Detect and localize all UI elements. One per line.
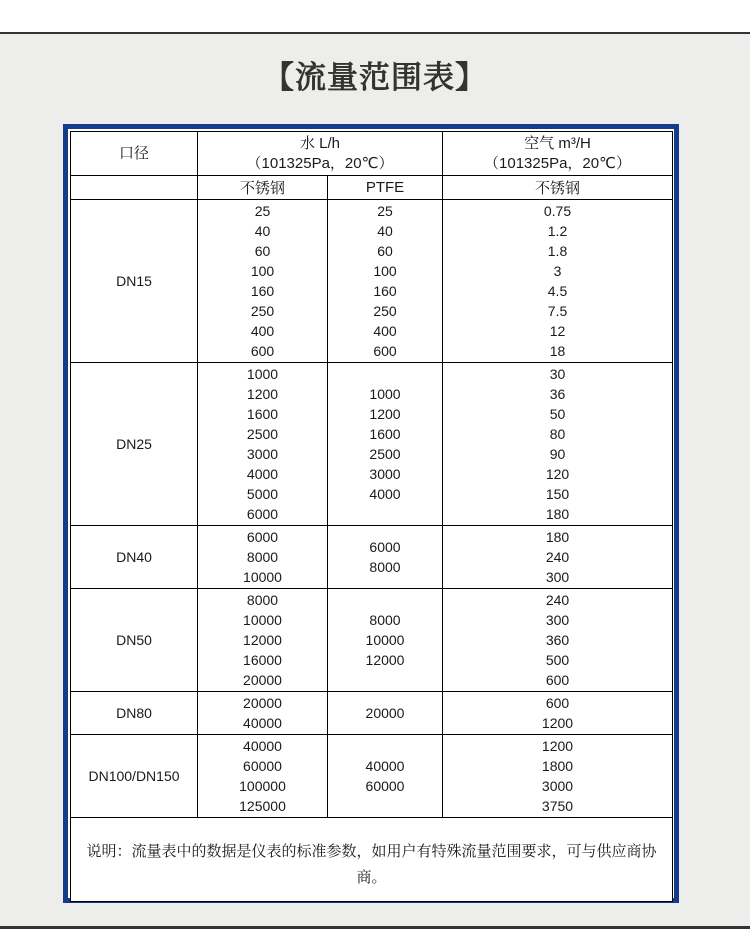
water-stainless-cell <box>198 735 328 818</box>
header-air-stainless: 不锈钢 <box>443 176 673 200</box>
header-diameter: 口径 <box>71 132 198 176</box>
header-empty-cell <box>71 176 198 200</box>
value-line: 300 <box>545 612 570 628</box>
water-stainless-cell <box>198 526 328 589</box>
value-line: 180 <box>545 529 570 545</box>
value-line: 180 <box>545 506 570 522</box>
water-ptfe-cell <box>328 526 443 589</box>
value-line: 240 <box>545 549 570 565</box>
note-text: 说明：流量表中的数据是仪表的标准参数，如用户有特殊流量范围要求，可与供应商协商。 <box>71 818 673 902</box>
header-water <box>198 132 443 176</box>
table-body <box>71 200 673 818</box>
water-stainless-cell <box>198 363 328 526</box>
value-line: 600 <box>250 343 275 359</box>
value-line: 100000 <box>239 778 286 794</box>
value-line: 1000 <box>246 366 279 382</box>
value-line: 3000 <box>369 466 401 482</box>
header-air-title: 空气 m³/H <box>524 134 591 152</box>
value-line: 8000 <box>246 592 279 608</box>
table-row <box>71 735 673 818</box>
value-line: 3 <box>553 263 562 279</box>
value-line: 2500 <box>246 426 279 442</box>
bottom-divider-line <box>0 926 750 929</box>
value-line: 150 <box>545 486 570 502</box>
value-line: 160 <box>250 283 275 299</box>
value-line: 40000 <box>243 738 282 754</box>
value-line: 40 <box>377 223 393 239</box>
value-line: 1600 <box>246 406 279 422</box>
value-line: 8000 <box>369 612 401 628</box>
value-line: 6000 <box>246 529 279 545</box>
table-row <box>71 200 673 363</box>
value-line: 3750 <box>541 798 574 814</box>
value-line: 25 <box>254 203 271 219</box>
value-line: 20000 <box>243 672 282 688</box>
value-line: 6000 <box>369 539 401 555</box>
value-line: 60 <box>377 243 393 259</box>
value-line: 300 <box>545 569 570 585</box>
value-line: 0.75 <box>543 203 572 219</box>
header-air <box>443 132 673 176</box>
value-line: 18 <box>549 343 566 359</box>
table-row <box>71 692 673 735</box>
diameter-cell: DN25 <box>71 363 198 526</box>
value-line: 36 <box>549 386 566 402</box>
value-line: 3000 <box>541 778 574 794</box>
value-line: 20000 <box>365 705 405 721</box>
value-line: 360 <box>545 632 570 648</box>
water-ptfe-cell <box>328 735 443 818</box>
value-line: 4.5 <box>547 283 568 299</box>
page-title: 【流量范围表】 <box>263 60 487 95</box>
value-line: 1200 <box>541 738 574 754</box>
value-line: 12 <box>549 323 566 339</box>
table-row <box>71 589 673 692</box>
value-line: 1200 <box>369 406 401 422</box>
air-stainless-cell <box>443 692 673 735</box>
value-line: 20000 <box>243 695 282 711</box>
value-line: 60000 <box>365 778 405 794</box>
value-line: 8000 <box>369 559 401 575</box>
value-line: 80 <box>549 426 566 442</box>
value-line: 25 <box>377 203 393 219</box>
value-line: 125000 <box>239 798 286 814</box>
diameter-cell: DN50 <box>71 589 198 692</box>
value-line: 4000 <box>246 466 279 482</box>
value-line: 250 <box>373 303 397 319</box>
value-line: 60000 <box>243 758 282 774</box>
water-stainless-cell <box>198 589 328 692</box>
value-line: 1000 <box>369 386 401 402</box>
water-stainless-cell <box>198 692 328 735</box>
table-footer <box>71 818 673 902</box>
header-water-condition: （101325Pa，20℃） <box>246 154 394 172</box>
air-stainless-cell <box>443 735 673 818</box>
value-line: 600 <box>545 695 570 711</box>
value-line: 30 <box>549 366 566 382</box>
value-line: 40000 <box>243 715 282 731</box>
value-line: 50 <box>549 406 566 422</box>
value-line: 1.8 <box>547 243 568 259</box>
water-ptfe-cell <box>328 692 443 735</box>
value-line: 4000 <box>369 486 401 502</box>
value-line: 10000 <box>365 632 405 648</box>
air-stainless-cell <box>443 200 673 363</box>
header-air-condition: （101325Pa，20℃） <box>484 154 631 172</box>
value-line: 8000 <box>246 549 279 565</box>
diameter-cell: DN100/DN150 <box>71 735 198 818</box>
value-line: 10000 <box>243 612 282 628</box>
flow-range-table-frame <box>63 124 679 903</box>
value-line: 1.2 <box>547 223 568 239</box>
value-line: 12000 <box>243 632 282 648</box>
value-line: 400 <box>250 323 275 339</box>
water-stainless-cell <box>198 200 328 363</box>
value-line: 90 <box>549 446 566 462</box>
table-row <box>71 526 673 589</box>
diameter-cell: DN15 <box>71 200 198 363</box>
value-line: 240 <box>545 592 570 608</box>
water-ptfe-cell <box>328 200 443 363</box>
table-row <box>71 363 673 526</box>
water-ptfe-cell <box>328 363 443 526</box>
header-row-main <box>71 132 673 176</box>
air-stainless-cell <box>443 589 673 692</box>
value-line: 600 <box>373 343 397 359</box>
value-line: 12000 <box>365 652 405 668</box>
value-line: 7.5 <box>547 303 568 319</box>
value-line: 600 <box>545 672 570 688</box>
note-row <box>71 818 673 902</box>
value-line: 10000 <box>243 569 282 585</box>
value-line: 250 <box>250 303 275 319</box>
value-line: 500 <box>545 652 570 668</box>
value-line: 1600 <box>369 426 401 442</box>
header-water-ptfe: PTFE <box>328 176 443 200</box>
value-line: 400 <box>373 323 397 339</box>
value-line: 60 <box>254 243 271 259</box>
air-stainless-cell <box>443 526 673 589</box>
value-line: 1200 <box>541 715 574 731</box>
value-line: 6000 <box>246 506 279 522</box>
value-line: 40 <box>254 223 271 239</box>
air-stainless-cell <box>443 363 673 526</box>
diameter-cell: DN40 <box>71 526 198 589</box>
value-line: 120 <box>545 466 570 482</box>
table-header <box>71 132 673 200</box>
value-line: 100 <box>373 263 397 279</box>
value-line: 2500 <box>369 446 401 462</box>
diameter-cell: DN80 <box>71 692 198 735</box>
water-ptfe-cell <box>328 589 443 692</box>
value-line: 100 <box>250 263 275 279</box>
value-line: 3000 <box>246 446 279 462</box>
flow-range-table <box>70 131 673 902</box>
value-line: 40000 <box>365 758 405 774</box>
value-line: 160 <box>373 283 397 299</box>
header-water-stainless: 不锈钢 <box>198 176 328 200</box>
value-line: 16000 <box>243 652 282 668</box>
value-line: 1200 <box>246 386 279 402</box>
value-line: 1800 <box>541 758 574 774</box>
header-water-title: 水 L/h <box>299 134 341 152</box>
header-row-materials <box>71 176 673 200</box>
value-line: 5000 <box>246 486 279 502</box>
